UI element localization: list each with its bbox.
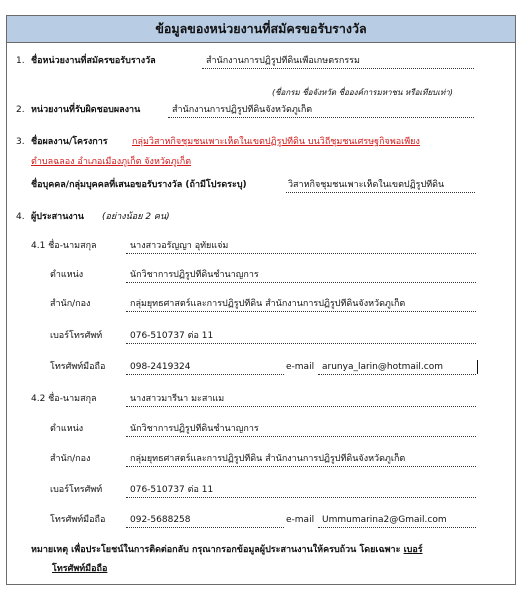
contact2-position-label: ตำแหน่ง [50,424,84,434]
contact1-mobile-label: โทรศัพท์มือถือ [50,362,106,372]
contact1-name-field[interactable]: นางสาวอรัญญา อุทัยแจ่ม [126,240,476,254]
contact2-mobile-label: โทรศัพท์มือถือ [50,515,106,525]
note-text [31,544,423,557]
contact1-name-label: 4.1 ชื่อ-นามสกุล [31,241,97,251]
q4-number: 4. [16,212,25,222]
contact1-mobile-field[interactable]: 098-2419324 [126,361,284,375]
q4-label: ผู้ประสานงาน [31,212,84,222]
contact2-name-field[interactable]: นางสาวมารีนา มะสาแม [126,393,476,407]
contact2-name-label: 4.2 ชื่อ-นามสกุล [31,394,97,404]
q1-agency-field[interactable]: สำนักงานการปฏิรูปที่ดินเพื่อเกษตรกรรม [202,55,474,69]
contact2-mobile-field[interactable]: 092-5688258 [126,514,284,528]
q1-number: 1. [16,56,25,66]
contact2-phone-field[interactable]: 076-510737 ต่อ 11 [126,484,476,498]
form-title: ข้อมูลของหน่วยงานที่สมัครขอรับรางวัล [7,16,515,43]
note-main: หมายเหตุ เพื่อประโยชน์ในการติดต่อกลับ กรุณากรอกข้อมูลผู้ประสานงานให้ครบถ้วน โดยเฉพาะ [31,545,401,555]
contact1-email-label: e-mail [286,362,315,372]
contact1-position-field[interactable]: นักวิชาการปฏิรูปที่ดินชำนาญการ [126,269,476,283]
contact1-office-label: สำนัก/กอง [50,299,91,309]
q1-hint: (ชื่อกรม ชื่อจังหวัด ชื่อองค์การมหาชน หรือเทียบเท่า) [272,88,453,97]
q2-responsible-field[interactable]: สำนักงานการปฏิรูปที่ดินจังหวัดภูเก็ต [168,104,474,118]
q3-label: ชื่อผลงาน/โครงการ [31,137,108,147]
contact2-email-label: e-mail [286,515,315,525]
q1-label: ชื่อหน่วยงานที่สมัครขอรับรางวัล [31,56,156,66]
q3-project-field[interactable]: กลุ่มวิสาหกิจชุมชนเพาะเห็ดในเขตปฏิรูปที่ดิน บนวิถีชุมชนเศรษฐกิจพอเพียง [132,137,420,147]
contact1-phone-field[interactable]: 076-510737 ต่อ 11 [126,330,476,344]
note-emphasis: เบอร์ [403,545,423,555]
note-emphasis-line2: โทรศัพท์มือถือ [52,564,108,574]
q3-proposer-label: ชื่อบุคคล/กลุ่มบุคคลที่เสนอขอรับรางวัล (ถ้ามีโปรดระบุ) [31,180,247,190]
contact2-phone-label: เบอร์โทรศัพท์ [50,485,103,495]
q3-number: 3. [16,137,25,147]
q2-label: หน่วยงานที่รับผิดชอบผลงาน [31,105,141,115]
contact1-phone-label: เบอร์โทรศัพท์ [50,331,103,341]
contact1-email-field[interactable]: arunya_larin@hotmail.com [318,361,476,375]
q3-project-field-line2: ตำบลฉลอง อำเภอเมืองภูเก็ต จังหวัดภูเก็ต [31,157,192,167]
contact2-email-field[interactable]: Ummumarina2@Gmail.com [318,514,476,528]
q4-label-note: (อย่างน้อย 2 คน) [102,212,170,222]
q2-number: 2. [16,105,25,115]
contact1-position-label: ตำแหน่ง [50,270,84,280]
contact2-office-field[interactable]: กลุ่มยุทธศาสตร์และการปฏิรูปที่ดิน สำนักงานการปฏิรูปที่ดินจังหวัดภูเก็ต [126,453,476,467]
contact1-office-field[interactable]: กลุ่มยุทธศาสตร์และการปฏิรูปที่ดิน สำนักงานการปฏิรูปที่ดินจังหวัดภูเก็ต [126,298,476,312]
q3-proposer-field[interactable]: วิสาหกิจชุมชนเพาะเห็ดในเขตปฏิรูปที่ดิน [286,179,475,193]
text-caret [477,360,478,374]
contact2-office-label: สำนัก/กอง [50,454,91,464]
contact2-position-field[interactable]: นักวิชาการปฏิรูปที่ดินชำนาญการ [126,423,476,437]
